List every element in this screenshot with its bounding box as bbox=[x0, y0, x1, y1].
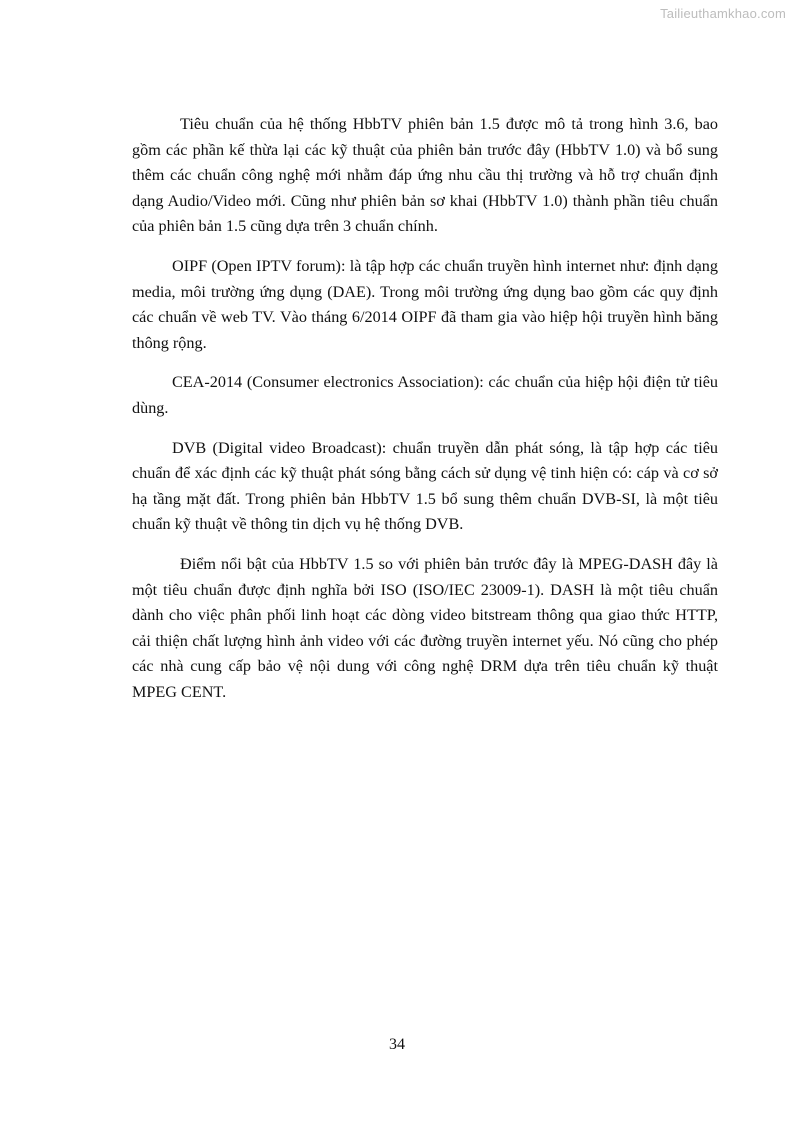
document-body bbox=[132, 112, 718, 719]
paragraph-hbbtv-1-5-standard: Tiêu chuẩn của hệ thống HbbTV phiên bản 1.5 được mô tả trong hình 3.6, bao gồm các phần kế thừa lại các kỹ thuật của phiên bản trước đây (HbbTV 1.0) và bổ sung thêm các chuẩn công nghệ mới nhằm đáp ứng nhu cầu thị trường và hỗ trợ chuẩn định dạng Audio/Video mới. Cũng như phiên bản sơ khai (HbbTV 1.0) thành phần tiêu chuẩn của phiên bản 1.5 cũng dựa trên 3 chuẩn chính. bbox=[132, 115, 718, 236]
paragraph-dvb: DVB (Digital video Broadcast): chuẩn truyền dẫn phát sóng, là tập hợp các tiêu chuẩn để xác định các kỹ thuật phát sóng bằng cách sử dụng vệ tinh hiện có: cáp và cơ sở hạ tầng mặt đất. Trong phiên bản HbbTV 1.5 bổ sung thêm chuẩn DVB-SI, là một tiêu chuẩn kỹ thuật về thông tin dịch vụ hệ thống DVB. bbox=[132, 438, 718, 534]
watermark: Tailieuthamkhao.com bbox=[660, 6, 786, 21]
page-number: 34 bbox=[389, 1036, 405, 1053]
paragraph-cea-2014: CEA-2014 (Consumer electronics Association): các chuẩn của hiệp hội điện tử tiêu dùng. bbox=[132, 373, 718, 417]
paragraph-oipf: OIPF (Open IPTV forum): là tập hợp các chuẩn truyền hình internet như: định dạng media, môi trường ứng dụng (DAE). Trong môi trường ứng dụng bao gồm các quy định các chuẩn về web TV. Vào tháng 6/2014 OIPF đã tham gia vào hiệp hội truyền hình băng thông rộng. bbox=[132, 256, 718, 352]
paragraph-mpeg-dash: Điểm nổi bật của HbbTV 1.5 so với phiên bản trước đây là MPEG-DASH đây là một tiêu chuẩn được định nghĩa bởi ISO (ISO/IEC 23009-1). DASH là một tiêu chuẩn dành cho việc phân phối linh hoạt các dòng video bitstream thông qua giao thức HTTP, cải thiện chất lượng hình ảnh video với các đường truyền internet yếu. Nó cũng cho phép các nhà cung cấp bảo vệ nội dung với công nghệ DRM dựa trên tiêu chuẩn kỹ thuật MPEG CENT. bbox=[132, 554, 718, 701]
